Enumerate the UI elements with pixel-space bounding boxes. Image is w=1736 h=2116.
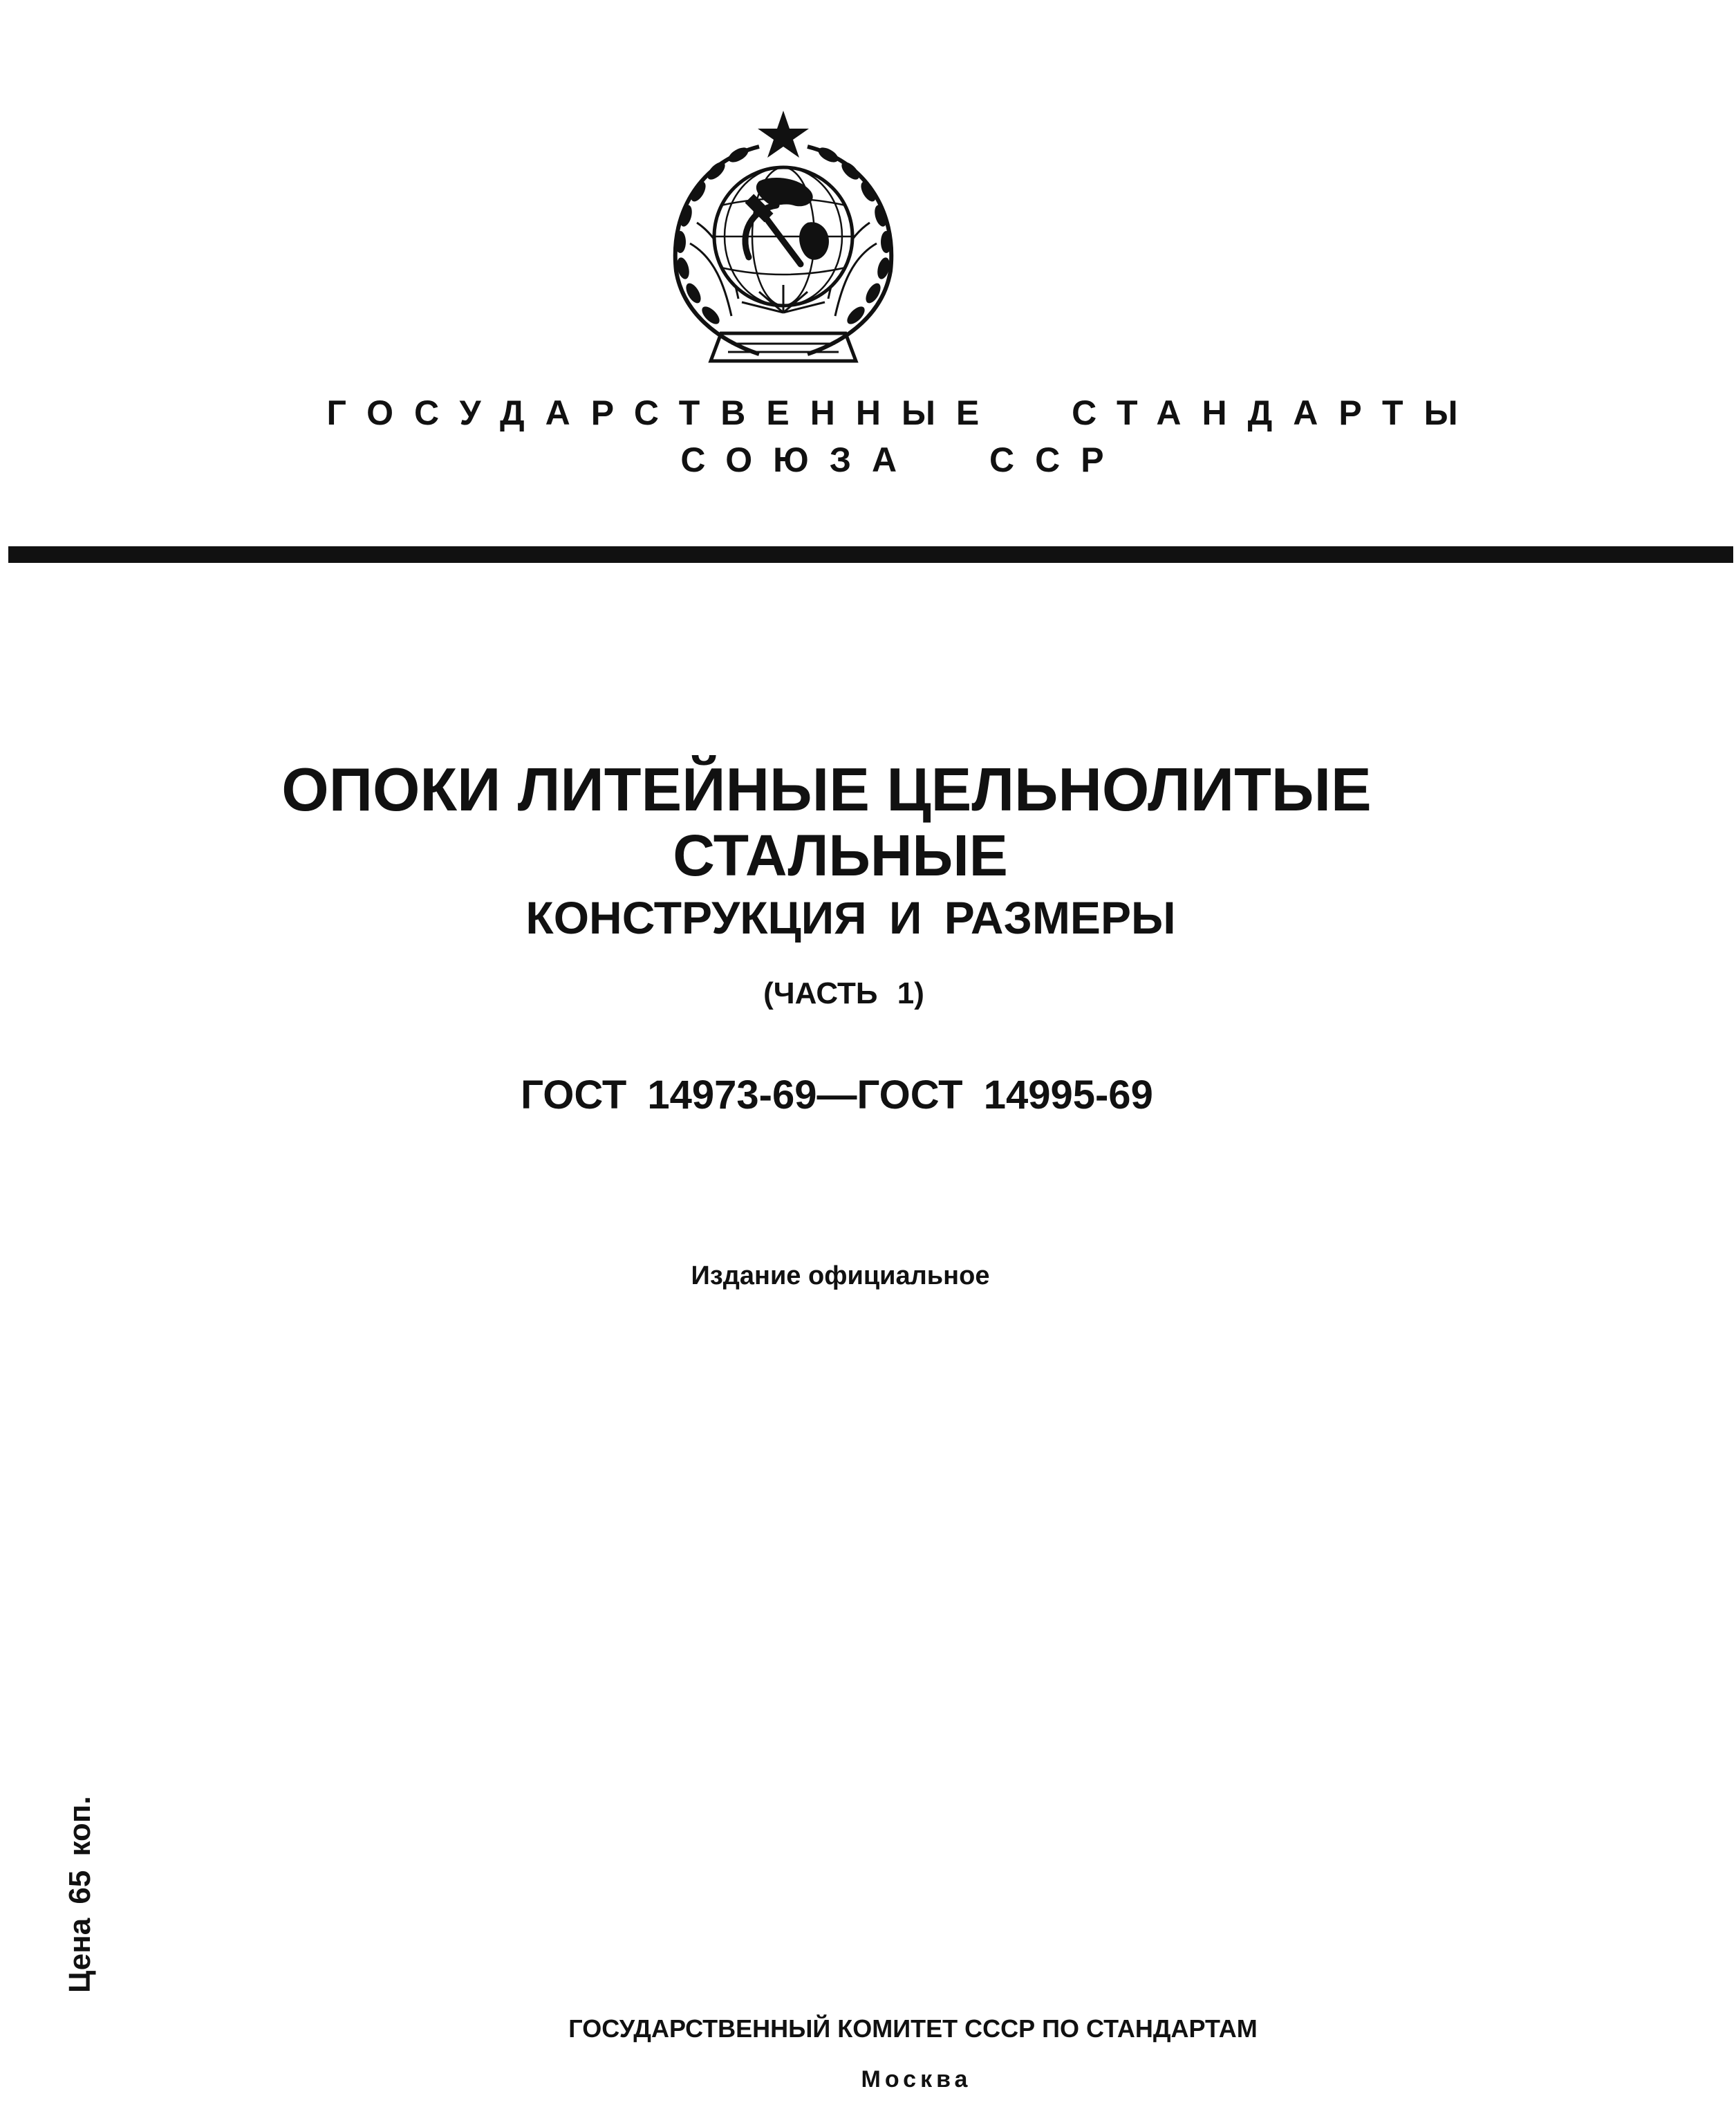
authority-line-1: ГОСУДАРСТВЕННЫЕ СТАНДАРТЫ: [326, 393, 1479, 432]
price-label: Цена 65 коп.: [63, 1796, 97, 1993]
ussr-coat-of-arms-icon: [655, 105, 911, 375]
publisher-city: Москва: [861, 2066, 972, 2092]
horizontal-rule: [8, 546, 1733, 563]
gost-range: ГОСТ 14973-69—ГОСТ 14995-69: [521, 1073, 1153, 1117]
part-label: (ЧАСТЬ 1): [763, 976, 924, 1010]
document-subtitle: КОНСТРУКЦИЯ И РАЗМЕРЫ: [525, 892, 1176, 943]
document-title-line-2: СТАЛЬНЫЕ: [673, 823, 1008, 888]
publisher-name: ГОСУДАРСТВЕННЫЙ КОМИТЕТ СССР ПО СТАНДАРТАМ: [568, 2014, 1258, 2043]
edition-label: Издание официальное: [691, 1261, 990, 1290]
document-title-line-1: ОПОКИ ЛИТЕЙНЫЕ ЦЕЛЬНОЛИТЫЕ: [281, 755, 1372, 824]
authority-line-2: СОЮЗА ССР: [680, 440, 1125, 479]
